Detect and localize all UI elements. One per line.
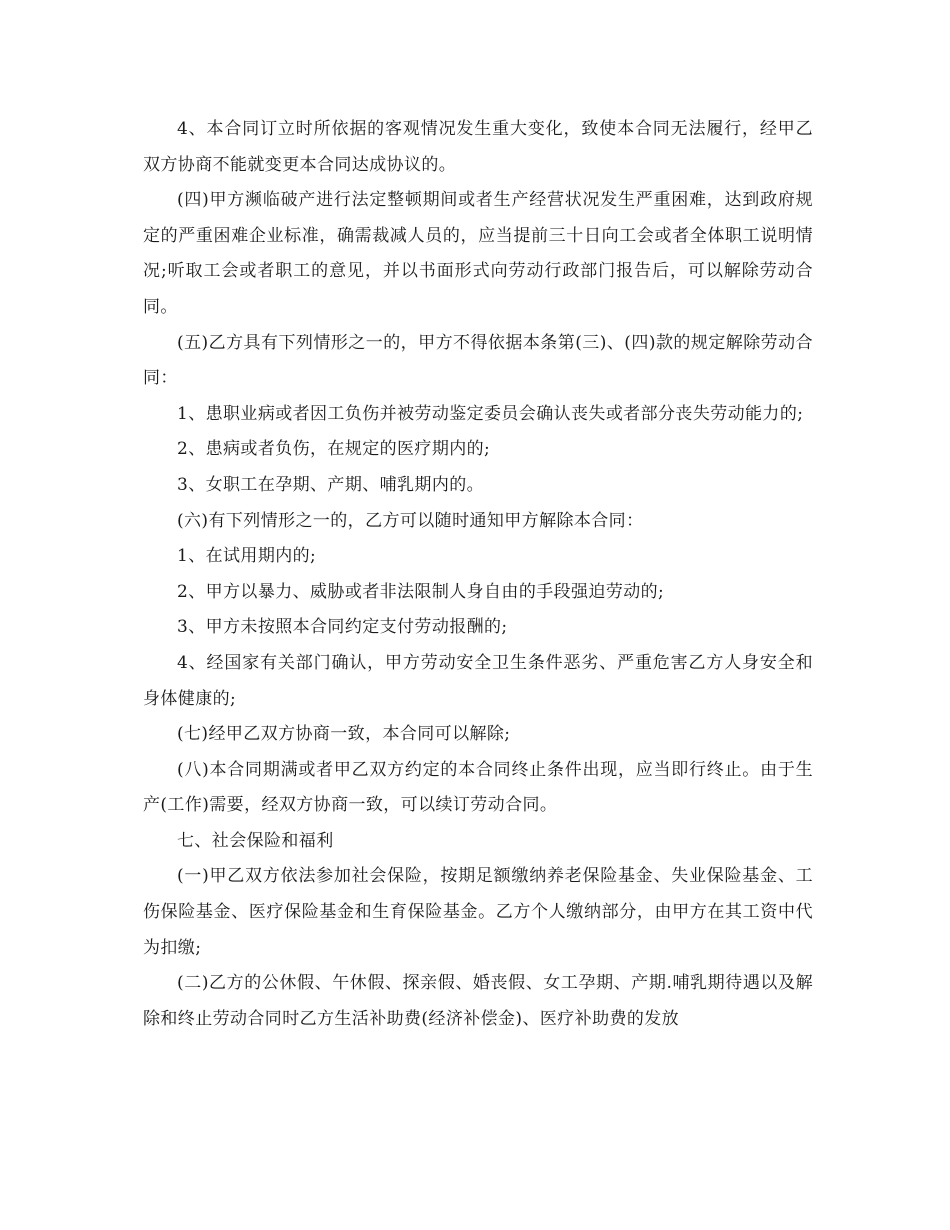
paragraph-clause-4: 4、本合同订立时所依据的客观情况发生重大变化，致使本合同无法履行，经甲乙双方协商不能就变更本合同达成协议的。: [143, 119, 813, 175]
paragraph-item-1-probation: 1、在试用期内的;: [177, 546, 317, 567]
paragraph-insurance-1: (一)甲乙双方依法参加社会保险，按期足额缴纳养老保险基金、失业保险基金、工伤保险基金、医疗保险基金和生育保险基金。乙方个人缴纳部分，由甲方在其工资中代为扣缴;: [143, 866, 813, 958]
paragraph-section-7-mutual-termination: (七)经甲乙双方协商一致，本合同可以解除;: [177, 724, 511, 745]
paragraph-item-2-forced-labor: 2、甲方以暴力、威胁或者非法限制人身自由的手段强迫劳动的;: [177, 581, 665, 602]
heading-social-insurance: 七、社会保险和福利: [177, 830, 334, 851]
paragraph-item-2-illness: 2、患病或者负伤，在规定的医疗期内的;: [177, 439, 491, 460]
paragraph-item-4-unsafe-conditions: 4、经国家有关部门确认，甲方劳动安全卫生条件恶劣、严重危害乙方人身安全和身体健康的;: [143, 652, 813, 709]
paragraph-item-1-occupational-disease: 1、患职业病或者因工负伤并被劳动鉴定委员会确认丧失或者部分丧失劳动能力的;: [177, 403, 804, 424]
paragraph-insurance-2: (二)乙方的公休假、午休假、探亲假、婚丧假、女工孕期、产期.哺乳期待遇以及解除和终止劳动合同时乙方生活补助费(经济补偿金)、医疗补助费的发放: [143, 973, 813, 1029]
paragraph-section-4: (四)甲方濒临破产进行法定整顿期间或者生产经营状况发生严重困难，达到政府规定的严重困难企业标准，确需裁减人员的，应当提前三十日向工会或者全体职工说明情况;听取工会或者职工的意见，并以书面形式向劳动行政部门报告后，可以解除劳动合同。: [143, 190, 813, 317]
document-body: [143, 112, 813, 1037]
paragraph-item-3-female-workers: 3、女职工在孕期、产期、哺乳期内的。: [177, 474, 485, 495]
paragraph-section-8-expiry: (八)本合同期满或者甲乙双方约定的本合同终止条件出现，应当即行终止。由于生产(工作)需要，经双方协商一致，可以续订劳动合同。: [143, 759, 813, 816]
paragraph-section-6: (六)有下列情形之一的，乙方可以随时通知甲方解除本合同：: [177, 510, 644, 531]
paragraph-section-5: (五)乙方具有下列情形之一的，甲方不得依据本条第(三)、(四)款的规定解除劳动合同：: [143, 332, 813, 389]
paragraph-item-3-unpaid-wages: 3、甲方未按照本合同约定支付劳动报酬的;: [177, 617, 508, 638]
